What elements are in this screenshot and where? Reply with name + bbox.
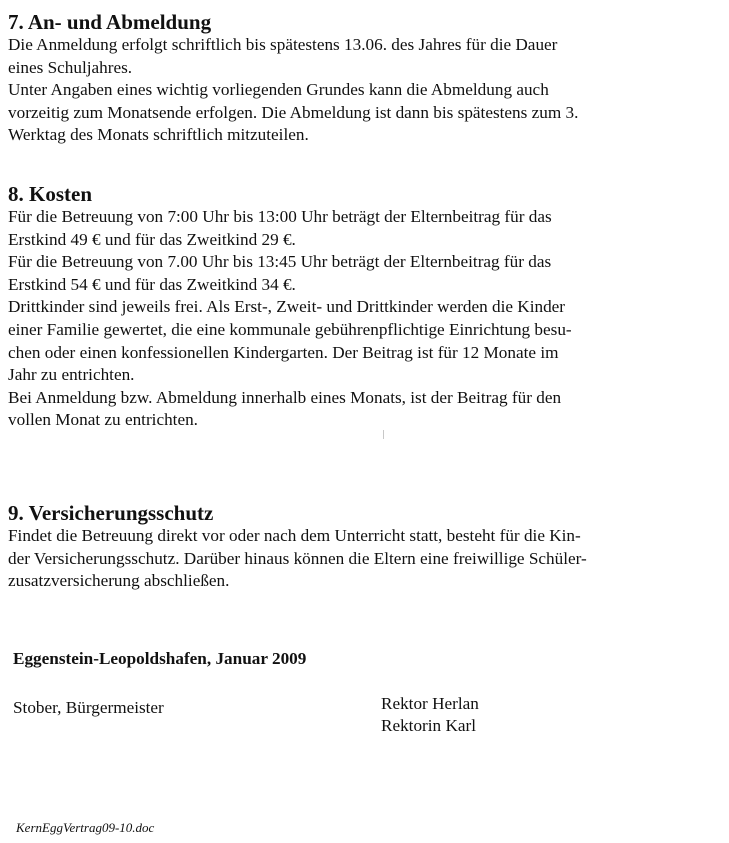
paragraph-line: Erstkind 54 € und für das Zweitkind 34 €.	[8, 274, 296, 294]
paragraph-line: Für die Betreuung von 7:00 Uhr bis 13:00 Uhr beträgt der Elternbeitrag für das	[8, 207, 552, 226]
paragraph-line: vollen Monat zu entrichten.	[8, 410, 198, 430]
signature-principals	[381, 693, 479, 737]
paragraph-line: Für die Betreuung von 7.00 Uhr bis 13:45 Uhr beträgt der Elternbeitrag für das	[8, 252, 552, 272]
signature-principal-2: Rektorin Karl	[381, 716, 476, 735]
section-registration	[8, 10, 723, 147]
paragraph-line: vorzeitig zum Monatsende erfolgen. Die Abmeldung ist dann bis spätestens zum 3.	[8, 102, 579, 122]
section-insurance	[8, 501, 723, 593]
paragraph-line: Werktag des Monats schriftlich mitzuteilen.	[8, 125, 309, 145]
signature-mayor: Stober, Bürgermeister	[13, 698, 164, 717]
scan-speck	[383, 430, 384, 439]
footer-filename: KernEggVertrag09-10.doc	[16, 820, 155, 835]
paragraph-line: zusatzversicherung abschließen.	[8, 571, 230, 591]
paragraph-line: der Versicherungsschutz. Darüber hinaus können die Eltern eine freiwillige Schüler-	[8, 548, 587, 568]
paragraph-line: Erstkind 49 € und für das Zweitkind 29 €.	[8, 229, 296, 249]
section-heading: 9. Versicherungsschutz	[8, 501, 214, 525]
paragraph-line: Drittkinder sind jeweils frei. Als Erst-, Zweit- und Drittkinder werden die Kinder	[8, 297, 566, 317]
section-heading: 7. An- und Abmeldung	[8, 10, 212, 34]
section-heading: 8. Kosten	[8, 182, 92, 206]
signature-place-date: Eggenstein-Leopoldshafen, Januar 2009	[13, 649, 307, 668]
paragraph-line: eines Schuljahres.	[8, 57, 133, 77]
paragraph-line: chen oder einen konfessionellen Kindergarten. Der Beitrag ist für 12 Monate im	[8, 342, 559, 362]
paragraph-line: Jahr zu entrichten.	[8, 365, 135, 385]
section-costs	[8, 182, 723, 432]
paragraph-line: Bei Anmeldung bzw. Abmeldung innerhalb eines Monats, ist der Beitrag für den	[8, 387, 562, 407]
signature-principal-1: Rektor Herlan	[381, 694, 479, 713]
paragraph-line: Die Anmeldung erfolgt schriftlich bis spätestens 13.06. des Jahres für die Dauer	[8, 35, 558, 54]
paragraph-line: einer Familie gewertet, die eine kommunale gebührenpflichtige Einrichtung besu-	[8, 319, 572, 339]
paragraph-line: Unter Angaben eines wichtig vorliegenden Grundes kann die Abmeldung auch	[8, 80, 549, 100]
paragraph-line: Findet die Betreuung direkt vor oder nach dem Unterricht statt, besteht für die Kin-	[8, 526, 581, 545]
